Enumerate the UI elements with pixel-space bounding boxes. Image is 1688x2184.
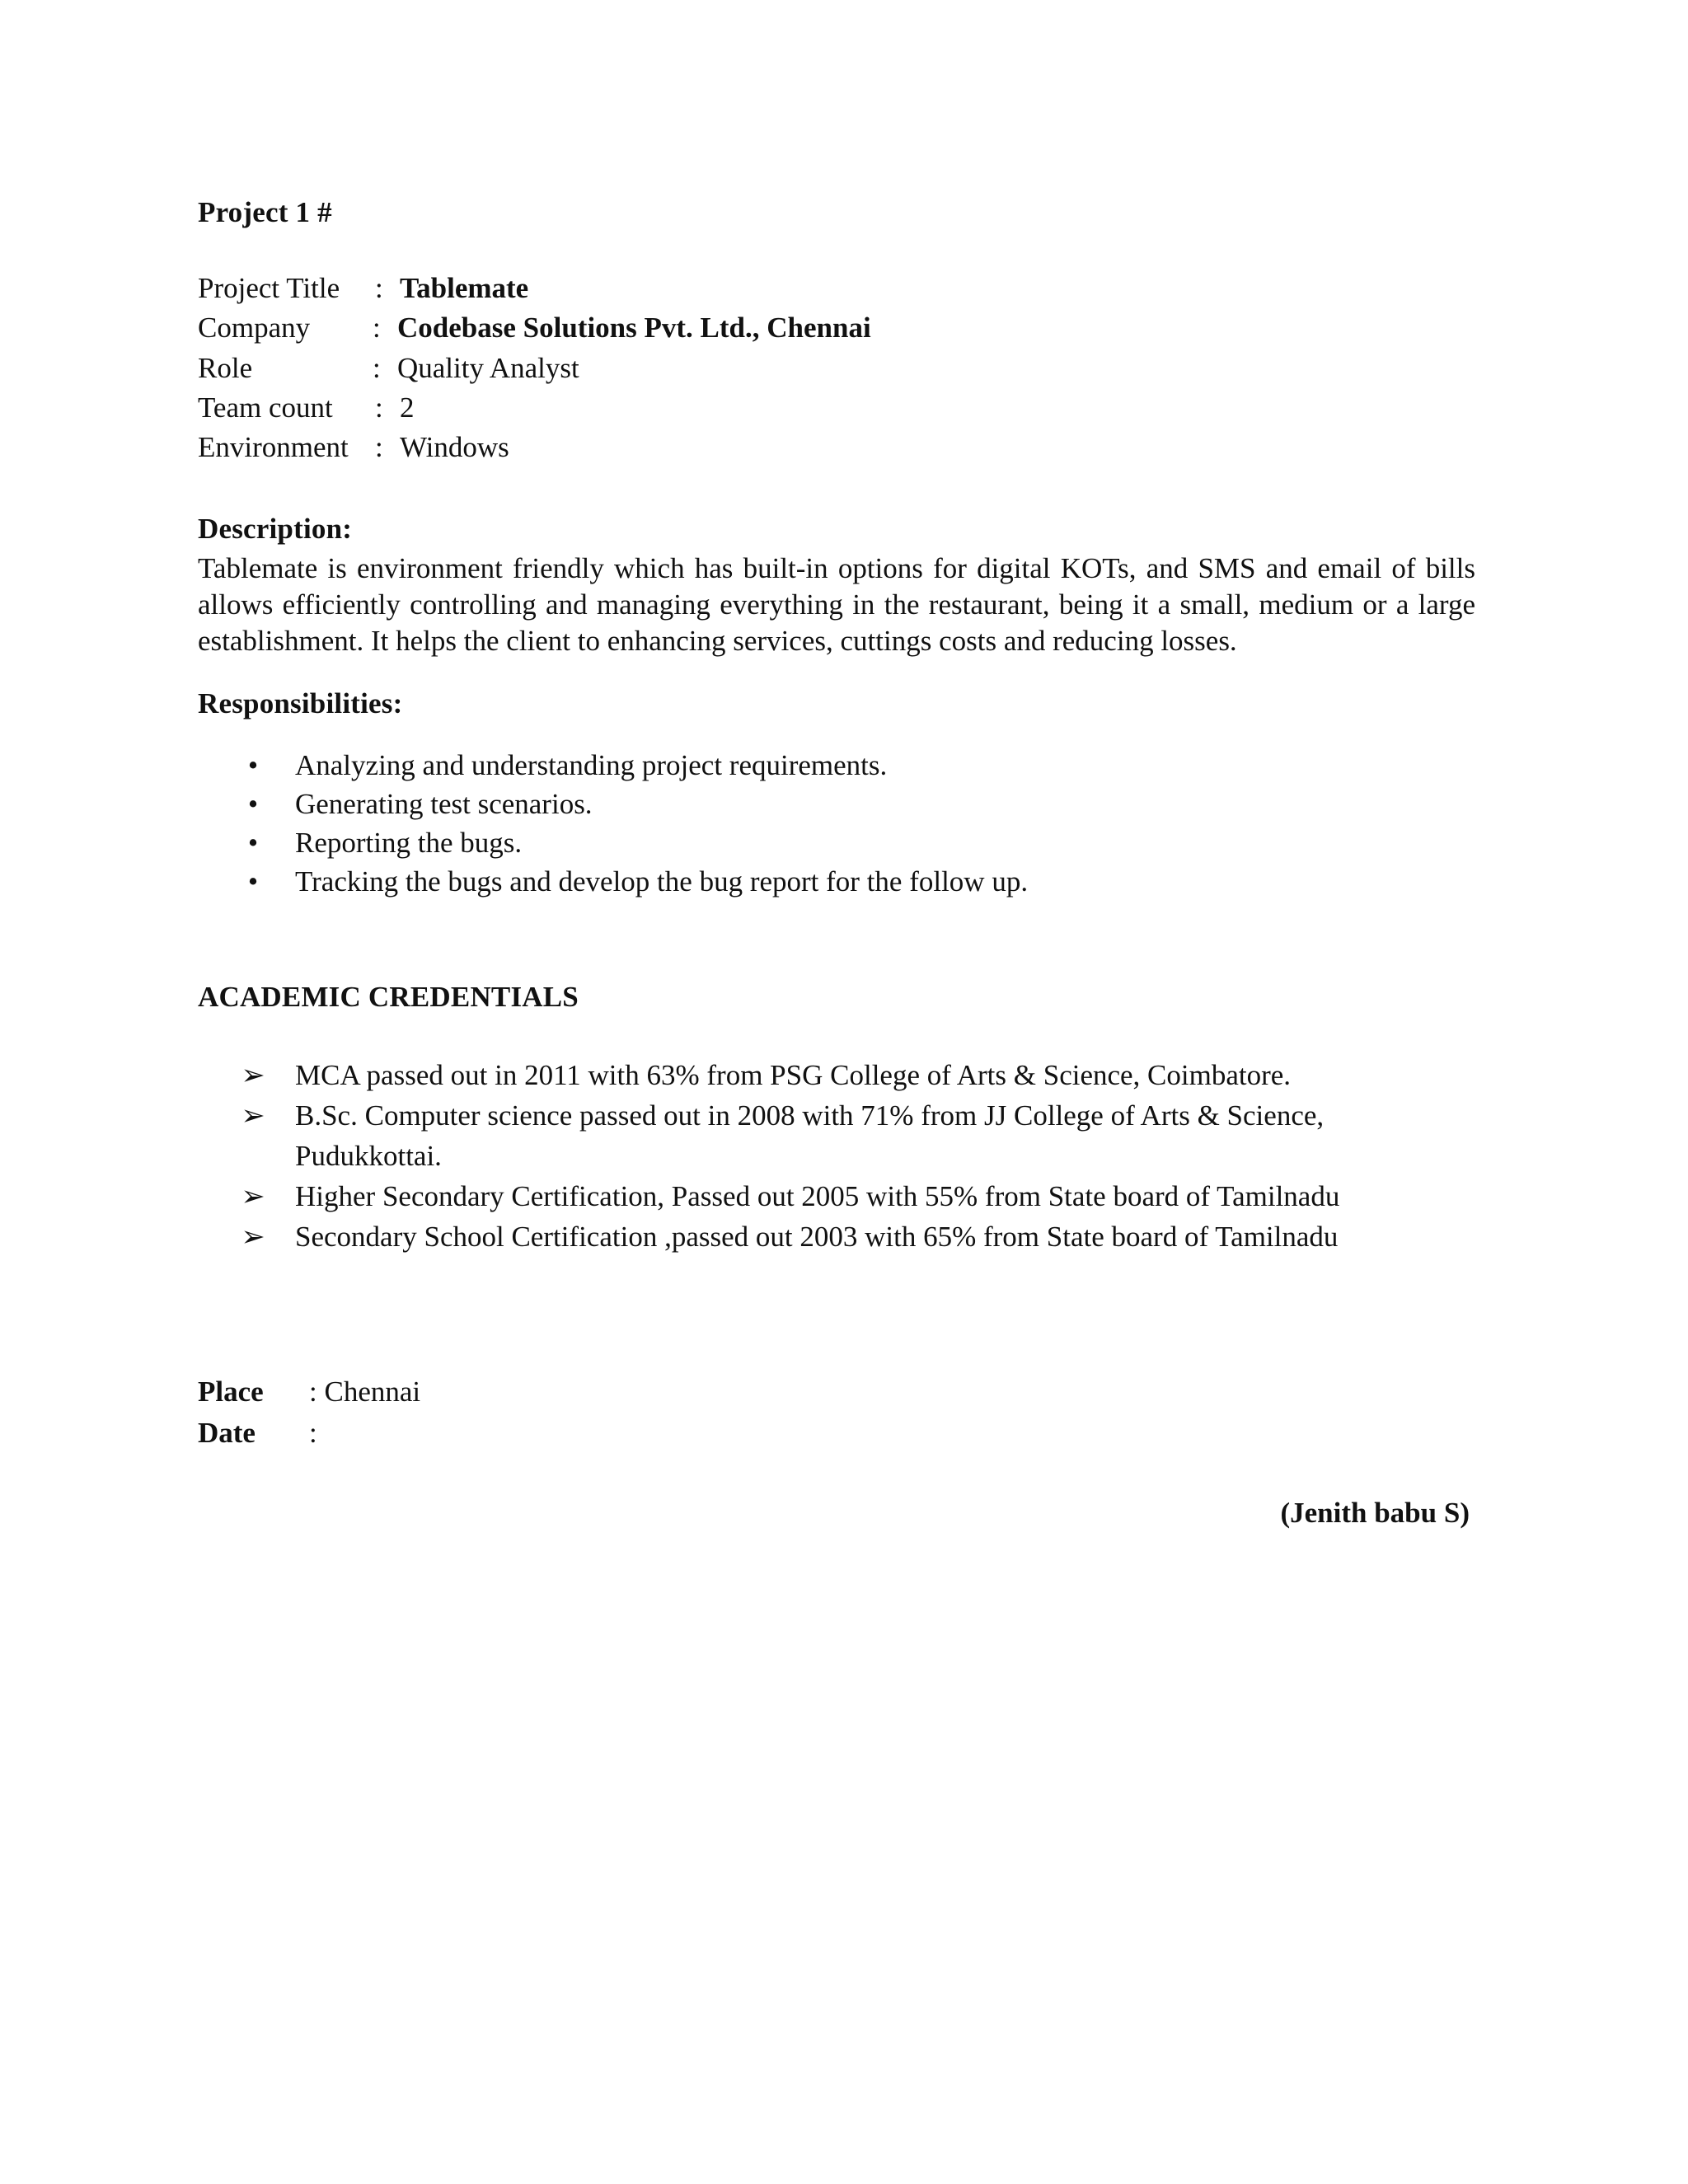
project-title-value: Tablemate — [400, 272, 529, 304]
description-text: Tablemate is environment friendly which has built-in options for digital KOTs, and SMS and email of bills allows efficiently controlling and managing everything in the restaurant, being it a small, medium or a large establishment. It helps the client to enhancing services, cuttings costs and reducing losses. — [198, 552, 1475, 657]
responsibility-text: Generating test scenarios. — [295, 788, 593, 820]
role-value: Quality Analyst — [397, 352, 579, 384]
place-value: : Chennai — [309, 1376, 421, 1408]
responsibilities-heading: Responsibilities: — [198, 687, 403, 719]
responsibility-text: Tracking the bugs and develop the bug report for the follow up. — [295, 865, 1029, 898]
list-item — [198, 1095, 1517, 1136]
arrow-bullet-icon: ➢ — [241, 1221, 265, 1253]
company-value: Codebase Solutions Pvt. Ltd., Chennai — [397, 312, 871, 344]
team-count-value: 2 — [400, 391, 415, 424]
project-title-label: Project Title — [198, 272, 340, 304]
list-item-continuation — [198, 1136, 1517, 1176]
place-label: Place — [198, 1376, 264, 1408]
description-heading: Description: — [198, 513, 353, 545]
list-item — [198, 1055, 1517, 1095]
arrow-bullet-icon: ➢ — [241, 1099, 265, 1132]
signature-name: (Jenith babu S) — [1280, 1497, 1470, 1529]
role-label: Role — [198, 352, 253, 384]
responsibilities-list — [198, 746, 1517, 901]
project-title-colon: : — [375, 272, 383, 304]
bullet-dot: • — [247, 865, 259, 898]
project-title-row — [198, 272, 940, 307]
list-item — [198, 1176, 1517, 1216]
academic-text: MCA passed out in 2011 with 63% from PSG College of Arts & Science, Coimbatore. — [295, 1059, 1292, 1091]
environment-colon: : — [375, 431, 383, 463]
list-item — [198, 785, 1517, 823]
responsibility-text: Analyzing and understanding project requirements. — [295, 749, 888, 781]
team-count-label: Team count — [198, 391, 333, 424]
company-row — [198, 312, 940, 346]
role-colon: : — [373, 352, 381, 384]
role-row — [198, 352, 940, 387]
academic-continuation-text: Pudukkottai. — [295, 1140, 442, 1172]
date-label: Date — [198, 1417, 256, 1449]
academic-text: B.Sc. Computer science passed out in 2008 with 71% from JJ College of Arts & Science, — [295, 1099, 1325, 1132]
academic-list — [198, 1055, 1517, 1257]
arrow-bullet-icon: ➢ — [241, 1180, 265, 1212]
academic-text: Higher Secondary Certification, Passed out 2005 with 55% from State board of Tamilnadu — [295, 1180, 1340, 1212]
list-item — [198, 1216, 1517, 1257]
academic-text: Secondary School Certification ,passed out 2003 with 65% from State board of Tamilnadu — [295, 1221, 1339, 1253]
bullet-dot: • — [247, 827, 259, 859]
environment-row — [198, 431, 940, 466]
team-count-row — [198, 391, 940, 426]
list-item — [198, 746, 1517, 785]
bullet-dot: • — [247, 749, 259, 781]
responsibility-text: Reporting the bugs. — [295, 827, 523, 859]
company-colon: : — [373, 312, 381, 344]
environment-label: Environment — [198, 431, 349, 463]
company-label: Company — [198, 312, 311, 344]
arrow-bullet-icon: ➢ — [241, 1059, 265, 1091]
list-item — [198, 862, 1517, 901]
date-value: : — [309, 1417, 317, 1449]
team-count-colon: : — [375, 391, 383, 424]
environment-value: Windows — [400, 431, 509, 463]
bullet-dot: • — [247, 788, 259, 820]
academic-heading: ACADEMIC CREDENTIALS — [198, 981, 579, 1013]
project-heading: Project 1 # — [198, 196, 332, 228]
list-item — [198, 823, 1517, 862]
